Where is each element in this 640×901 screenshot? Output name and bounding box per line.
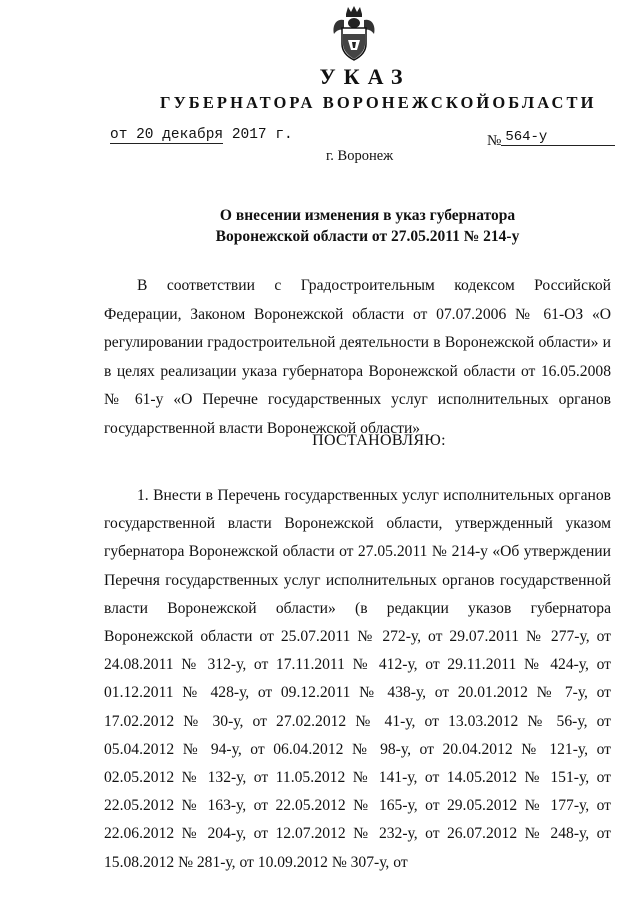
date-suffix: 2017 г. [223, 127, 293, 143]
document-title: УКАЗ [319, 64, 411, 89]
number-value: 564-у [501, 129, 615, 146]
coat-of-arms-icon [330, 4, 378, 64]
preamble-paragraph: В соответствии с Градостроительным кодексом Российской Федерации, Законом Воронежской области от 07.07.2006 № 61-ОЗ «О регулировании градостроительной деятельности в Воронежской области» и в целях реализации указа губернатора Воронежской области от 16.05.2008 № 61-у «О Перечне государственных услуг исполнительных органов государственной власти Воронежской области» [104, 277, 611, 437]
issuer-title: ГУБЕРНАТОРА ВОРОНЕЖСКОЙОБЛАСТИ [160, 93, 597, 112]
document-number [487, 129, 615, 151]
number-label: № [487, 133, 502, 149]
document-date [110, 127, 293, 144]
date-prefix: от 20 декабря [110, 127, 224, 143]
city-name: г. Воронеж [326, 148, 394, 164]
item-1-paragraph: 1. Внести в Перечень государственных услуг исполнительных органов государственной власти Воронежской области, утвержденный указом губернатора Воронежской области от 27.05.2011 № 214-у «Об утверждении Перечня государственных услуг исполнительных органов государственной власти Воронежской области» (в редакции указов губернатора Воронежской области от 25.07.2011 № 272-у, от 29.07.2011 № 277-у, от 24.08.2011 № 312-у, от 17.11.2011 № 412-у, от 29.11.2011 № 424-у, от 01.12.2011 № 428-у, от 09.12.2011 № 438-у, от 20.01.2012 № 7-у, от 17.02.2012 № 30-у, от 27.02.2012 № 41-у, от 13.03.2012 № 56-у, от 05.04.2012 № 94-у, от 06.04.2012 № 98-у, от 20.04.2012 № 121-у, от 02.05.2012 № 132-у, от 11.05.2012 № 141-у, от 14.05.2012 № 151-у, от 22.05.2012 № 163-у, от 22.05.2012 № 165-у, от 29.05.2012 № 177-у, от 22.06.2012 № 204-у, от 12.07.2012 № 232-у, от 26.07.2012 № 248-у, от 15.08.2012 № 281-у, от 10.09.2012 № 307-у, от [104, 487, 611, 871]
document-subject [0, 205, 640, 247]
subject-line-1: О внесении изменения в указ губернатора [219, 207, 516, 224]
decree-heading: ПОСТАНОВЛЯЮ: [312, 432, 446, 449]
subject-line-2: Воронежской области от 27.05.2011 № 214-у [215, 228, 520, 245]
